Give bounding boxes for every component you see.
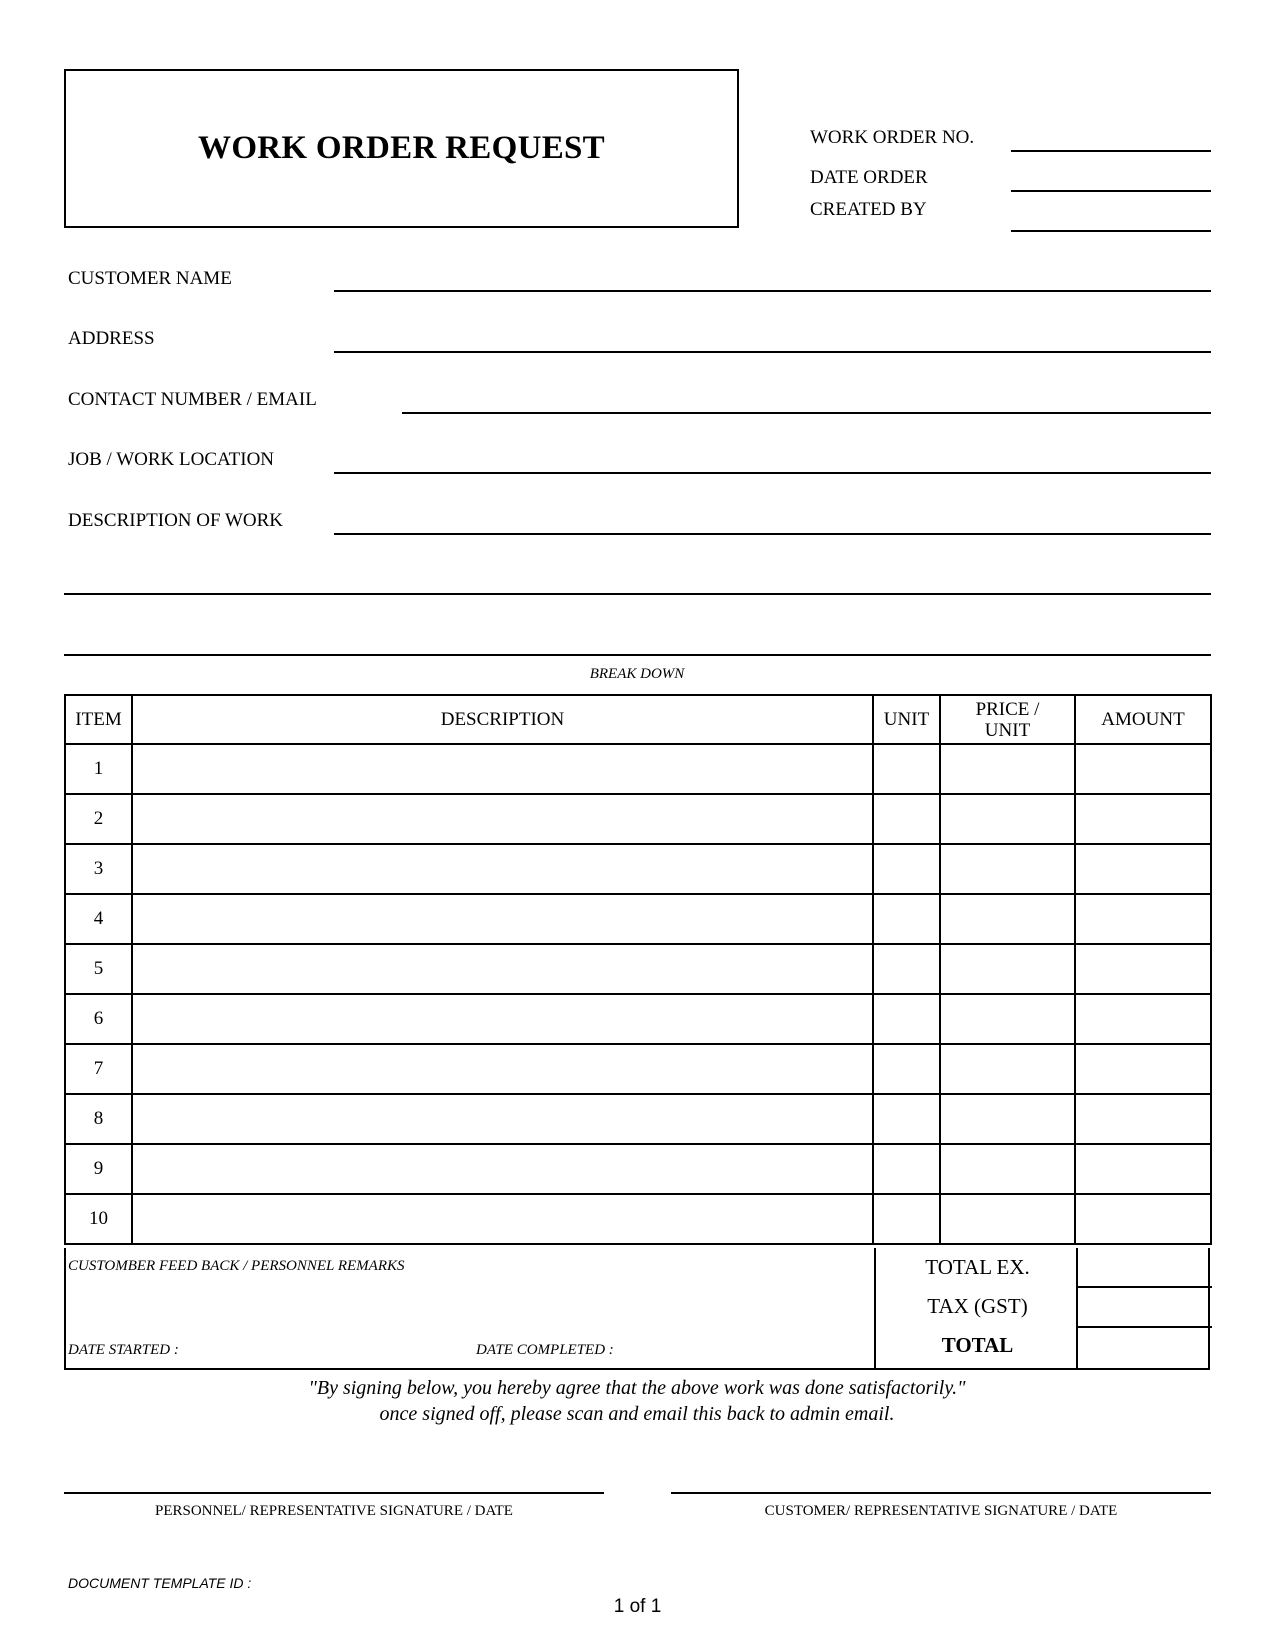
price-cell[interactable] [940,1194,1075,1244]
feedback-label: CUSTOMBER FEED BACK / PERSONNEL REMARKS [68,1258,405,1274]
description-field-line-2[interactable] [64,593,1211,595]
col-description-header: DESCRIPTION [132,695,873,744]
description-cell[interactable] [132,944,873,994]
price-unit-line-1: PRICE / [975,698,1040,720]
table-row [65,944,1211,994]
tax-label: TAX (GST) [927,1294,1028,1318]
date-order-label: DATE ORDER [810,167,928,188]
price-cell[interactable] [940,1044,1075,1094]
unit-cell[interactable] [873,1194,940,1244]
customer-signature-line[interactable] [671,1492,1211,1494]
description-cell[interactable] [132,744,873,794]
location-label: JOB / WORK LOCATION [68,449,275,470]
totals-labels-column [874,1248,1079,1368]
amount-cell[interactable] [1075,894,1211,944]
document-title: WORK ORDER REQUEST [198,130,605,166]
customer-signature-label: CUSTOMER/ REPRESENTATIVE SIGNATURE / DATE [764,1503,1118,1519]
total-ex-amount[interactable] [1078,1248,1212,1288]
table-row [65,744,1211,794]
col-unit-header: UNIT [873,695,940,744]
unit-cell[interactable] [873,894,940,944]
page-number: 1 of 1 [613,1596,662,1617]
unit-cell[interactable] [873,844,940,894]
customer-name-label: CUSTOMER NAME [68,268,232,289]
description-cell[interactable] [132,894,873,944]
table-header-row [65,695,1211,744]
title-box [64,69,739,228]
price-unit-line-2: UNIT [984,719,1031,741]
breakdown-heading: BREAK DOWN [589,666,685,682]
unit-cell[interactable] [873,1044,940,1094]
description-field[interactable] [334,533,1211,535]
feedback-area[interactable] [68,1278,868,1328]
description-label: DESCRIPTION OF WORK [68,510,284,531]
description-cell[interactable] [132,1044,873,1094]
date-completed-label: DATE COMPLETED : [476,1342,614,1358]
amount-cell[interactable] [1075,1144,1211,1194]
total-amount[interactable] [1078,1328,1212,1368]
table-row [65,794,1211,844]
remarks-totals-block [64,1248,1210,1370]
item-number: 9 [65,1144,132,1194]
description-cell[interactable] [132,1094,873,1144]
table-row [65,1044,1211,1094]
item-number: 7 [65,1044,132,1094]
tax-amount[interactable] [1078,1288,1212,1328]
address-field[interactable] [334,351,1211,353]
price-cell[interactable] [940,1144,1075,1194]
total-label: TOTAL [941,1333,1014,1357]
amount-cell[interactable] [1075,844,1211,894]
template-id-label: DOCUMENT TEMPLATE ID : [68,1575,252,1591]
agreement-line-1: "By signing below, you hereby agree that the above work was done satisfactorily." [308,1377,966,1399]
contact-label: CONTACT NUMBER / EMAIL [68,389,317,410]
amount-cell[interactable] [1075,1194,1211,1244]
price-cell[interactable] [940,894,1075,944]
item-number: 5 [65,944,132,994]
col-price-unit-header [940,695,1075,744]
col-item-header: ITEM [65,695,132,744]
item-number: 6 [65,994,132,1044]
price-cell[interactable] [940,844,1075,894]
description-cell[interactable] [132,1144,873,1194]
table-row [65,844,1211,894]
unit-cell[interactable] [873,794,940,844]
price-cell[interactable] [940,1094,1075,1144]
created-by-label: CREATED BY [810,199,927,220]
table-row [65,1094,1211,1144]
description-cell[interactable] [132,844,873,894]
agreement-line-2: once signed off, please scan and email this back to admin email. [379,1403,895,1425]
created-by-field[interactable] [1011,230,1211,232]
table-row [65,994,1211,1044]
date-started-label: DATE STARTED : [68,1342,179,1358]
item-number: 4 [65,894,132,944]
personnel-signature-label: PERSONNEL/ REPRESENTATIVE SIGNATURE / DATE [155,1503,513,1519]
work-order-no-field[interactable] [1011,150,1211,152]
unit-cell[interactable] [873,1144,940,1194]
date-order-field[interactable] [1011,190,1211,192]
amount-cell[interactable] [1075,744,1211,794]
table-row [65,894,1211,944]
location-field[interactable] [334,472,1211,474]
price-cell[interactable] [940,794,1075,844]
price-cell[interactable] [940,944,1075,994]
breakdown-table [64,694,1212,1245]
unit-cell[interactable] [873,744,940,794]
description-cell[interactable] [132,794,873,844]
totals-amount-column [1076,1248,1212,1368]
item-number: 2 [65,794,132,844]
amount-cell[interactable] [1075,794,1211,844]
amount-cell[interactable] [1075,1044,1211,1094]
personnel-signature-line[interactable] [64,1492,604,1494]
table-row [65,1194,1211,1244]
description-cell[interactable] [132,1194,873,1244]
amount-cell[interactable] [1075,944,1211,994]
description-field-line-3[interactable] [64,654,1211,656]
contact-field[interactable] [402,412,1211,414]
total-ex-label: TOTAL EX. [925,1255,1030,1279]
col-amount-header: AMOUNT [1075,695,1211,744]
address-label: ADDRESS [68,328,155,349]
amount-cell[interactable] [1075,994,1211,1044]
item-number: 1 [65,744,132,794]
item-number: 8 [65,1094,132,1144]
amount-cell[interactable] [1075,1094,1211,1144]
price-cell[interactable] [940,994,1075,1044]
item-number: 10 [65,1194,132,1244]
unit-cell[interactable] [873,944,940,994]
work-order-no-label: WORK ORDER NO. [810,127,975,148]
customer-name-field[interactable] [334,290,1211,292]
price-cell[interactable] [940,744,1075,794]
item-number: 3 [65,844,132,894]
unit-cell[interactable] [873,994,940,1044]
description-cell[interactable] [132,994,873,1044]
table-row [65,1144,1211,1194]
unit-cell[interactable] [873,1094,940,1144]
